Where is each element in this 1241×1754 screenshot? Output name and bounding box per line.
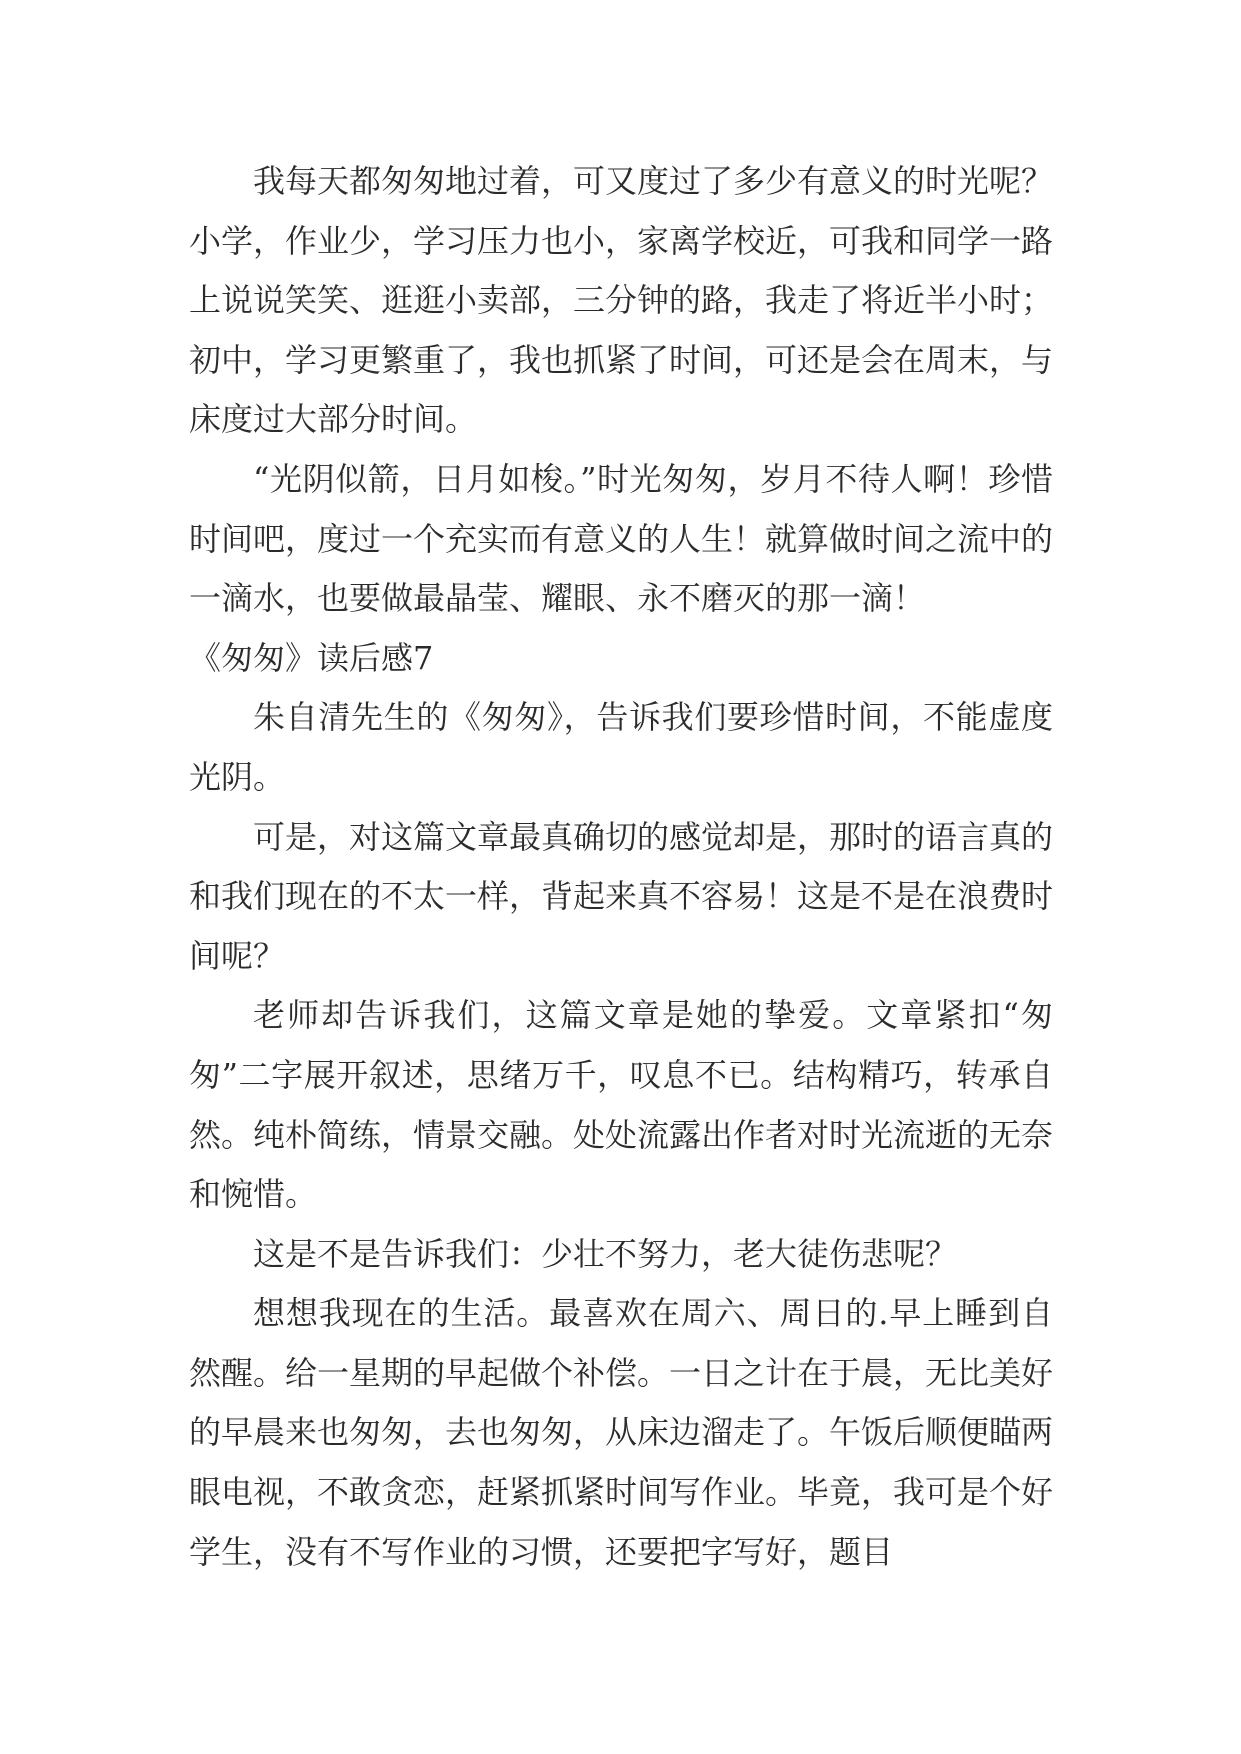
paragraph: 朱自清先生的《匆匆》，告诉我们要珍惜时间，不能虚度光阴。: [189, 698, 1053, 796]
section-heading: 《匆匆》读后感7: [189, 638, 434, 677]
paragraph: “光阴似箭，日月如梭。”时光匆匆，岁月不待人啊！珍惜时间吧，度过一个充实而有意义的人生！就算做时间之流中的一滴水，也要做最晶莹、耀眼、永不磨灭的那一滴！: [189, 459, 1054, 618]
document-page: [189, 152, 1053, 1582]
paragraph: 可是，对这篇文章最真确切的感觉却是，那时的语言真的和我们现在的不太一样，背起来真不容易！这是不是在浪费时间呢？: [189, 817, 1054, 975]
paragraph: 想想我现在的生活。最喜欢在周六、周日的.早上睡到自然醒。给一星期的早起做个补偿。一日之计在于晨，无比美好的早晨来也匆匆，去也匆匆，从床边溜走了。午饭后顺便瞄两眼电视，不敢贪恋，赶紧抓紧时间写作业。毕竟，我可是个好学生，没有不写作业的习惯，还要把字写好，题目: [189, 1294, 1054, 1571]
paragraph: 这是不是告诉我们：少壮不努力，老大徒伤悲呢？: [253, 1234, 958, 1273]
paragraph: 我每天都匆匆地过着，可又度过了多少有意义的时光呢？小学，作业少，学习压力也小，家离学校近，可我和同学一路上说说笑笑、逛逛小卖部，三分钟的路，我走了将近半小时；初中，学习更繁重了，我也抓紧了时间，可还是会在周末，与床度过大部分时间。: [189, 162, 1054, 439]
paragraph: 老师却告诉我们，这篇文章是她的挚爱。文章紧扣“匆匆”二字展开叙述，思绪万千，叹息不已。结构精巧，转承自然。纯朴简练，情景交融。处处流露出作者对时光流逝的无奈和惋惜。: [189, 996, 1054, 1214]
